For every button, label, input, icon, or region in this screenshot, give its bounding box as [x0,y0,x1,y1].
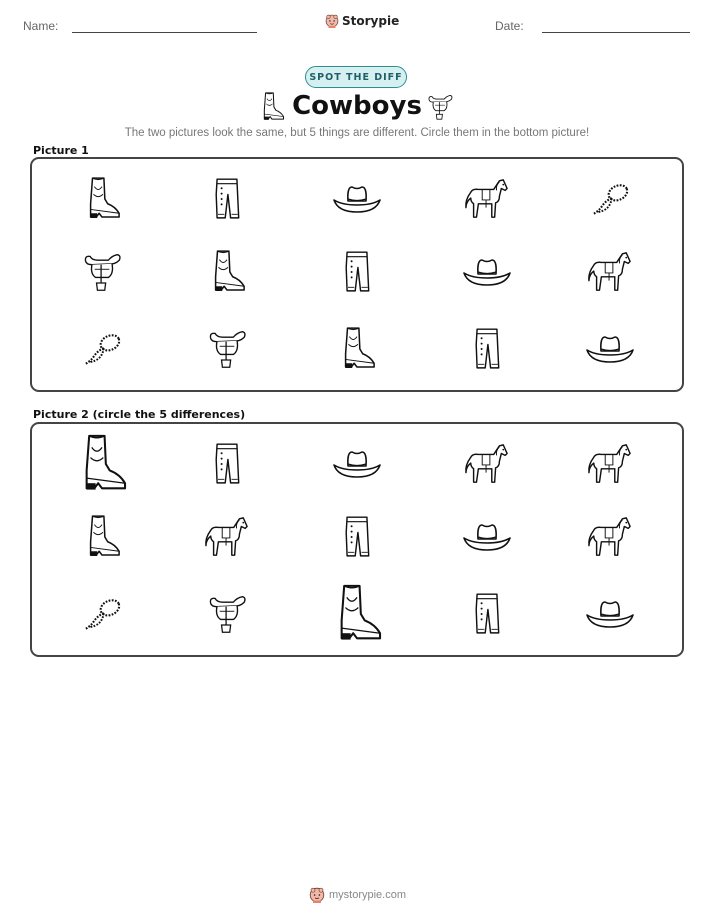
horse-icon[interactable] [203,515,251,559]
pants-icon [209,174,245,224]
instructions: The two pictures look the same, but 5 things are different. Circle them in the bottom picture! [124,127,590,139]
pants-icon[interactable] [469,589,505,639]
name-line[interactable] [72,32,257,33]
picture-1-label: Picture 1 [33,144,89,157]
hat-icon[interactable] [585,596,635,632]
brand-logo [325,13,399,29]
lasso-icon [80,331,124,367]
horse-icon[interactable] [463,442,511,486]
boot-icon [338,325,376,373]
lasso-icon[interactable] [80,596,124,632]
footer [309,886,406,904]
brand-name: Storypie [342,14,400,28]
picture-2-panel[interactable] [30,422,684,657]
picture-1-panel [30,157,684,392]
date-line[interactable] [542,32,690,33]
pants-icon [339,247,375,297]
date-label: Date: [495,19,524,33]
hat-icon [585,331,635,367]
hat-icon [462,254,512,290]
pants-icon[interactable] [209,439,245,489]
spot-the-diff-badge: SPOT THE DIFF [305,66,407,88]
saddle-icon [206,326,248,372]
horse-icon [463,177,511,221]
hat-icon[interactable] [462,519,512,555]
boot-icon[interactable] [83,513,121,561]
lasso-icon [588,181,632,217]
name-label: Name: [23,19,59,33]
boot-icon[interactable] [327,582,387,646]
storypie-mascot-icon [309,886,325,904]
page-title: Cowboys [292,91,422,121]
pants-icon[interactable] [339,512,375,562]
horse-icon[interactable] [586,515,634,559]
hat-icon [332,181,382,217]
horse-icon [586,250,634,294]
saddle-icon[interactable] [206,591,248,637]
storypie-mascot-icon [325,13,339,29]
boot-icon [83,175,121,223]
boot-icon [208,248,246,296]
footer-url: mystorypie.com [329,889,407,901]
saddle-icon [426,91,454,123]
boot-icon[interactable] [72,432,132,496]
horse-icon[interactable] [586,442,634,486]
picture-2-label: Picture 2 (circle the 5 differences) [33,408,246,421]
hat-icon[interactable] [332,446,382,482]
saddle-icon [81,249,123,295]
pants-icon [469,324,505,374]
